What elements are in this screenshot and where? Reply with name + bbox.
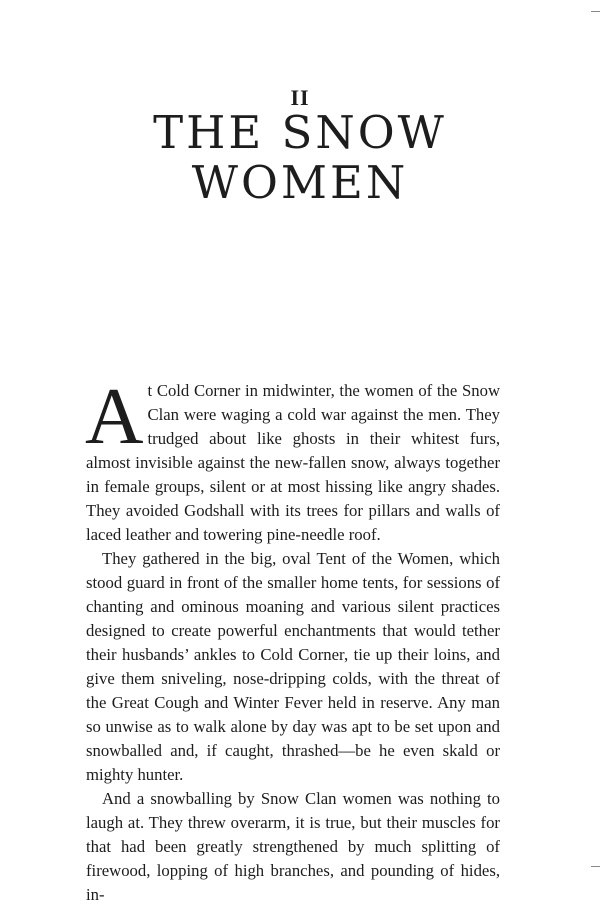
- drop-cap: A: [85, 371, 144, 461]
- paragraph-1-text: t Cold Corner in midwinter, the women of the Snow Clan were waging a cold war against the men. They trudged about like ghosts in their whitest furs, almost invisible against the new-fallen snow, always together in female groups, silent or at most hissing like angry shades. They avoided Godshall with its trees for pillars and walls of laced leather and towering pine-needle roof.: [86, 381, 500, 544]
- chapter-title-line-2: WOMEN: [191, 156, 409, 209]
- crop-mark-top: [591, 11, 600, 12]
- crop-mark-bottom: [591, 866, 600, 867]
- chapter-body: [85, 371, 500, 907]
- chapter-title: [0, 108, 600, 208]
- paragraph-3: And a snowballing by Snow Clan women was nothing to laugh at. They threw overarm, it is true, but their muscles for that had been greatly strengthened by much splitting of firewood, lopping of high branches, and pounding of hides, in-: [86, 789, 500, 904]
- paragraph-2: They gathered in the big, oval Tent of the Women, which stood guard in front of the smaller home tents, for sessions of chanting and ominous moaning and various silent practices designed to create powerful enchantments that would tether their husbands’ ankles to Cold Corner, tie up their loins, and give them sniveling, nose-dripping colds, with the threat of the Great Cough and Winter Fever held in reserve. Any man so unwise as to walk alone by day was apt to be set upon and snowballed and, if caught, thrashed—be he even skald or mighty hunter.: [86, 549, 500, 784]
- paragraph-1: [85, 371, 500, 547]
- chapter-number: II: [290, 85, 310, 110]
- chapter-title-line-1: THE SNOW: [153, 106, 447, 159]
